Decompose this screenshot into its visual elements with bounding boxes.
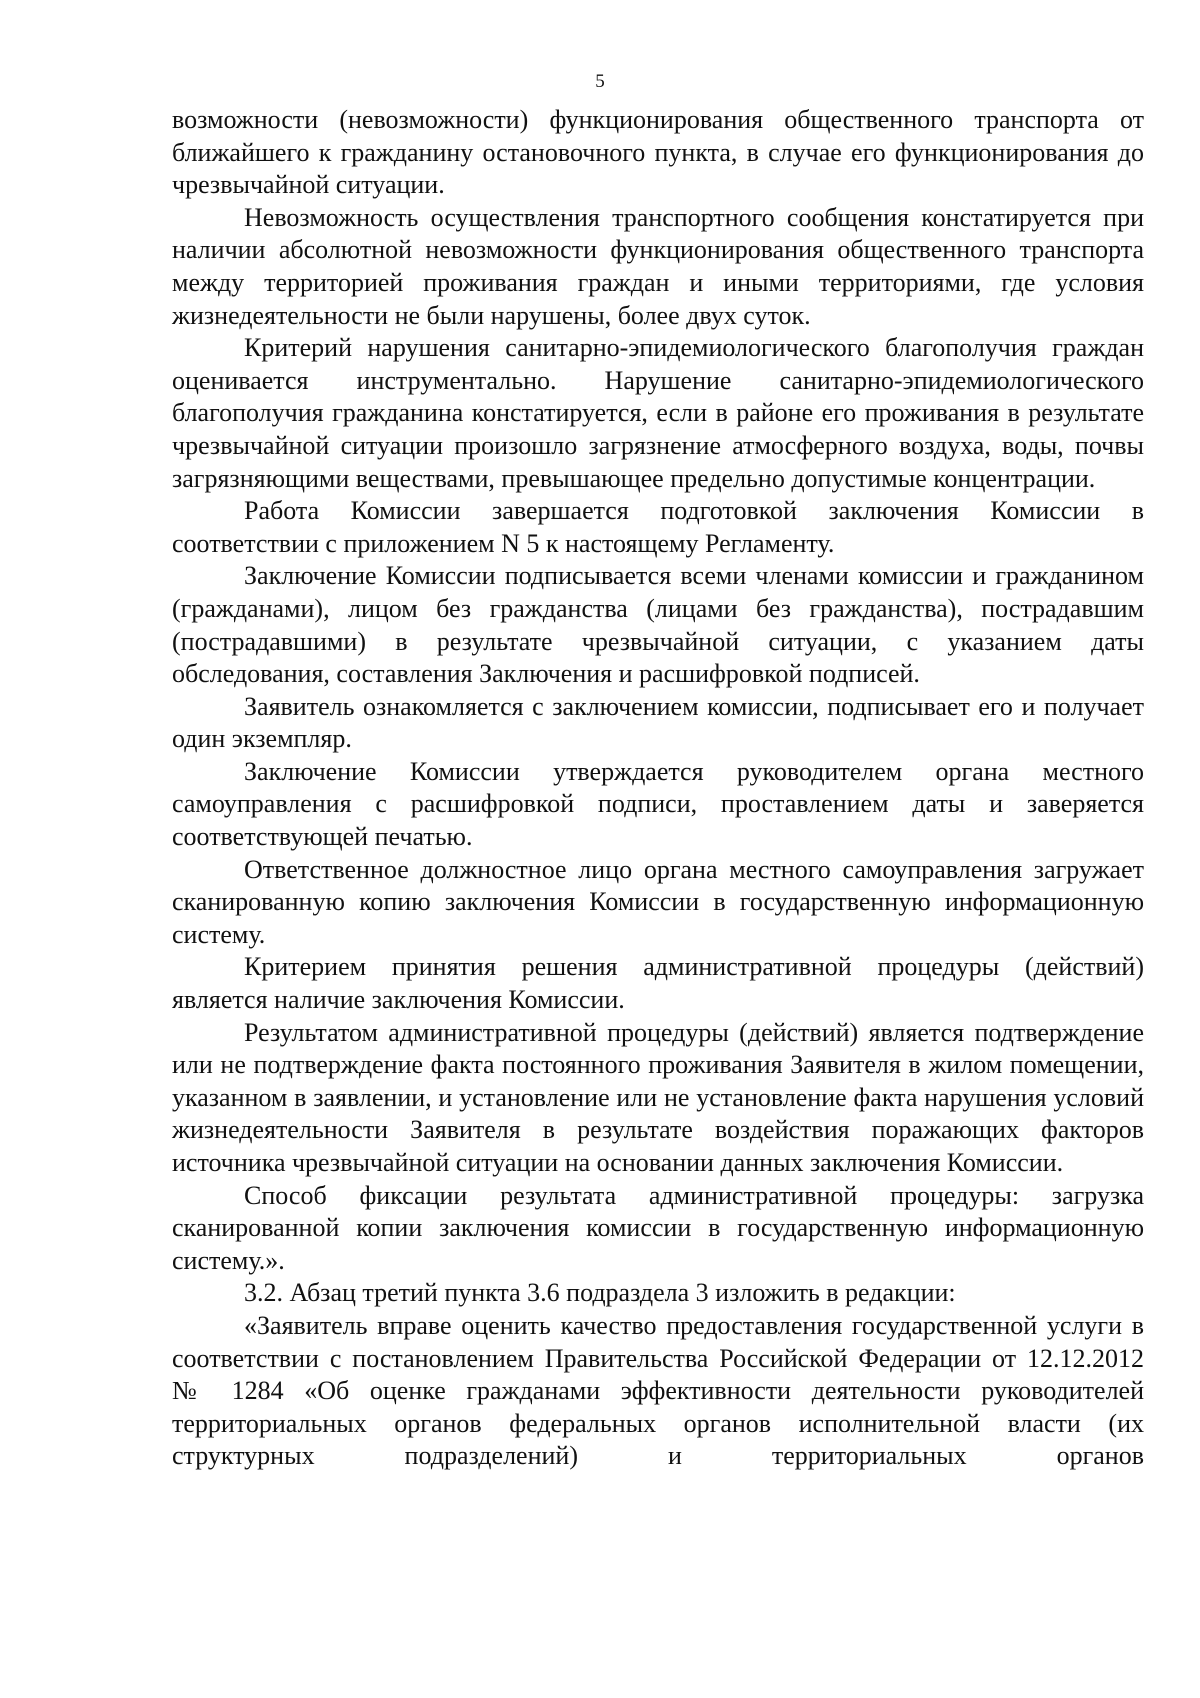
- paragraph-5: Заключение Комиссии подписывается всеми членами комиссии и гражданином (гражданами), лицом без гражданства (лицами без гражданства), пострадавшим (пострадавшими) в результате чрезвычайной ситуации, с указанием даты обследования, составления Заключения и расшифровкой подписей.: [172, 561, 1144, 689]
- paragraph-7: Заключение Комиссии утверждается руководителем органа местного самоуправления с расшифровкой подписи, проставлением даты и заверяется соответствующей печатью.: [172, 756, 1144, 852]
- paragraph-4: Работа Комиссии завершается подготовкой заключения Комиссии в соответствии с приложением N 5 к настоящему Регламенту.: [172, 496, 1144, 558]
- paragraph-10: Результатом административной процедуры (действий) является подтверждение или не подтверждение факта постоянного проживания Заявителя в жилом помещении, указанном в заявлении, и установление или не установление факта нарушения условий жизнедеятельности Заявителя в результате воздействия поражающих факторов источника чрезвычайной ситуации на основании данных заключения Комиссии.: [172, 1017, 1144, 1177]
- paragraph-1: возможности (невозможности) функционирования общественного транспорта от ближайшего к гражданину остановочного пункта, в случае его функционирования до чрезвычайной ситуации.: [172, 105, 1144, 200]
- paragraph-6: Заявитель ознакомляется с заключением комиссии, подписывает его и получает один экземпляр.: [172, 691, 1144, 754]
- page-number: 5: [595, 71, 605, 92]
- paragraph-9: Критерием принятия решения административной процедуры (действий) является наличие заключения Комиссии.: [172, 952, 1144, 1015]
- paragraph-13: «Заявитель вправе оценить качество предоставления государственной услуги в соответствии с постановлением Правительства Российской Федерации от 12.12.2012 № 1284 «Об оценке гражданами эффективности деятельности руководителей территориальных органов федеральных органов исполнительной власти (их структурных подразделений) и территориальных органов: [172, 1310, 1144, 1471]
- paragraph-12: 3.2. Абзац третий пункта 3.6 подраздела 3 изложить в редакции:: [244, 1278, 956, 1308]
- paragraph-8: Ответственное должностное лицо органа местного самоуправления загружает сканированную копию заключения Комиссии в государственную информационную систему.: [172, 854, 1144, 949]
- document-body: [172, 104, 1144, 1473]
- paragraph-11: Способ фиксации результата административной процедуры: загрузка сканированной копии заключения комиссии в государственную информационную систему.».: [172, 1180, 1144, 1275]
- paragraph-3: Критерий нарушения санитарно-эпидемиологического благополучия граждан оценивается инструментально. Нарушение санитарно-эпидемиологического благополучия гражданина констатируется, если в районе его проживания в результате чрезвычайной ситуации произошло загрязнение атмосферного воздуха, воды, почвы загрязняющими веществами, превышающее предельно допустимые концентрации.: [172, 333, 1144, 493]
- paragraph-2: Невозможность осуществления транспортного сообщения констатируется при наличии абсолютной невозможности функционирования общественного транспорта между территорией проживания граждан и иными территориями, где условия жизнедеятельности не были нарушены, более двух суток.: [172, 202, 1144, 330]
